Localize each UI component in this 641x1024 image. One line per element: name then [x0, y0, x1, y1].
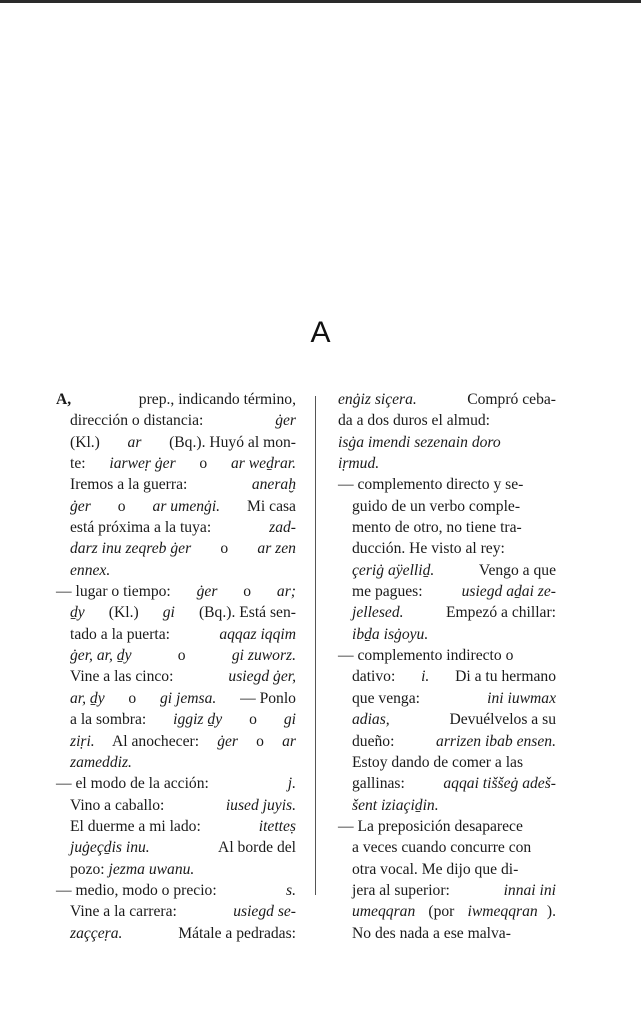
berber-term: iggiz ḏy [173, 711, 223, 729]
berber-term: zameddiz. [70, 753, 132, 771]
berber-term: jellesed. [352, 604, 404, 622]
text-segment: (por [424, 903, 459, 921]
text-line [338, 560, 556, 581]
berber-term: i. [421, 668, 430, 686]
text-line [56, 474, 296, 495]
text-segment: No des nada a ese malva- [352, 924, 511, 942]
text-line [56, 560, 296, 581]
text-segment: a la sombra: [70, 711, 151, 729]
berber-term: aqqai tiššeġ adeš- [443, 775, 556, 793]
text-line [338, 581, 556, 602]
text-segment: dativo: [352, 668, 400, 686]
text-segment: o [216, 540, 233, 558]
text-line [56, 453, 296, 474]
text-line [56, 709, 296, 730]
berber-term: innai ini [503, 881, 556, 899]
text-segment: o [252, 732, 268, 750]
text-segment: Empezó a chillar: [442, 604, 556, 622]
berber-term: zad- [269, 519, 296, 537]
berber-term: gi zuworz. [231, 647, 296, 665]
text-line [56, 538, 296, 559]
berber-term: juġeçḏis inu. [70, 839, 150, 857]
text-segment: tado a la puerta: [70, 625, 174, 643]
berber-term: ini iuwmax [487, 689, 556, 707]
text-line [338, 773, 556, 794]
berber-term: gi [162, 604, 175, 622]
text-segment: te: [70, 455, 90, 473]
berber-term: ar [282, 732, 296, 750]
text-line [338, 880, 556, 901]
berber-term: ġer, ar, ḏy [70, 647, 132, 665]
text-line [338, 432, 556, 453]
text-segment: o [113, 497, 130, 515]
text-line [338, 795, 556, 816]
text-line [338, 688, 556, 709]
berber-term: arrizen ibab ensen. [436, 732, 556, 750]
text-segment: — complemento directo y se- [338, 476, 524, 494]
section-letter-heading: A [310, 316, 331, 349]
left-column [56, 389, 296, 944]
text-line [338, 389, 556, 410]
text-segment: — lugar o tiempo: [56, 583, 175, 601]
text-segment: dirección o distancia: [70, 412, 208, 430]
text-line [338, 624, 556, 645]
text-segment: — Ponlo [236, 689, 296, 707]
text-segment: o [173, 647, 190, 665]
text-line [56, 731, 296, 752]
berber-term: itetteṣ [258, 817, 296, 835]
berber-term: usiegd aḏai ze- [461, 583, 556, 601]
berber-term: zaççeṛa. [70, 924, 123, 942]
text-segment: Vine a las cinco: [70, 668, 178, 686]
text-segment: mento de otro, no tiene tra- [352, 519, 522, 537]
berber-term: umeqqran [352, 903, 416, 921]
text-segment: Vino a caballo: [70, 796, 169, 814]
text-segment: guido de un verbo comple- [352, 497, 521, 515]
text-segment: Mátale a pedradas: [174, 924, 296, 942]
text-line [56, 773, 296, 794]
text-line [338, 923, 556, 944]
berber-term: gi jemsa. [160, 689, 217, 707]
text-line [56, 795, 296, 816]
berber-term: iarweṛ ġer [109, 455, 176, 473]
berber-term: ar weḏrar. [231, 455, 296, 473]
text-segment: (Kl.) [104, 604, 143, 622]
text-line [338, 410, 556, 431]
text-segment: da a dos duros el almud: [338, 412, 491, 430]
text-line [338, 453, 556, 474]
text-segment: o [239, 583, 255, 601]
berber-term: isġa imendi sezenain doro [338, 433, 501, 451]
berber-term: ar, ḏy [70, 689, 105, 707]
text-line [56, 496, 296, 517]
text-line [56, 389, 296, 410]
berber-term: ġer [275, 412, 296, 430]
text-segment: Al anochecer: [108, 732, 203, 750]
text-segment: gallinas: [352, 775, 409, 793]
berber-term: iwmeqqran [467, 903, 538, 921]
berber-term: darz inu zeqreb ġer [70, 540, 192, 558]
text-segment: dueño: [352, 732, 399, 750]
text-segment: (Bq.). Está sen- [195, 604, 296, 622]
text-line [338, 496, 556, 517]
berber-term: šent iziaçiḏin. [352, 796, 439, 814]
text-segment: Al borde del [215, 839, 296, 857]
text-line [56, 517, 296, 538]
berber-term: ziṛi. [70, 732, 95, 750]
text-line [338, 709, 556, 730]
text-segment: o [195, 455, 212, 473]
berber-term: ġer [217, 732, 238, 750]
text-line [338, 901, 556, 922]
right-column [338, 389, 556, 944]
text-segment: me pagues: [352, 583, 427, 601]
text-segment: Vengo a que [475, 561, 556, 579]
text-segment: jera al superior: [352, 881, 454, 899]
text-segment: Compró ceba- [463, 391, 556, 408]
berber-term: aneraḫ [251, 476, 296, 494]
berber-term: ḏy [70, 604, 85, 622]
text-line [56, 432, 296, 453]
page-top-edge [0, 0, 641, 3]
text-segment: Devuélvelos a su [445, 711, 556, 729]
berber-term: adias, [352, 711, 390, 729]
text-line [56, 410, 296, 431]
text-segment: Vine a la carrera: [70, 903, 181, 921]
text-line [338, 645, 556, 666]
text-segment: ducción. He visto al rey: [352, 540, 505, 558]
text-line [338, 474, 556, 495]
text-line [56, 645, 296, 666]
entry-headword: A, [56, 391, 72, 408]
text-line [338, 517, 556, 538]
berber-term: j. [287, 775, 296, 793]
text-segment: Mi casa [243, 497, 296, 515]
berber-term: ġer [70, 497, 91, 515]
text-line [56, 752, 296, 773]
berber-term: usiegd se- [233, 903, 296, 921]
berber-term: ar; [276, 583, 296, 601]
text-line [56, 901, 296, 922]
text-segment: El duerme a mi lado: [70, 817, 205, 835]
berber-term: usiegd ġer, [228, 668, 296, 686]
berber-term: ar [127, 433, 142, 451]
text-line [56, 688, 296, 709]
text-line [338, 816, 556, 837]
text-line [56, 666, 296, 687]
text-line [56, 923, 296, 944]
berber-term: iused juyis. [225, 796, 296, 814]
text-segment: Estoy dando de comer a las [352, 753, 524, 771]
text-line [56, 880, 296, 901]
berber-term: gi [283, 711, 296, 729]
text-line [338, 538, 556, 559]
berber-term: çeriġ aÿelliḏ. [352, 561, 435, 579]
text-line [338, 666, 556, 687]
text-segment: o [245, 711, 261, 729]
text-line [56, 581, 296, 602]
text-segment: — La preposición desaparece [338, 817, 523, 835]
berber-term: jezma uwanu. [108, 860, 195, 878]
text-segment: Di a tu hermano [451, 668, 556, 686]
text-line [56, 859, 296, 880]
text-line [56, 602, 296, 623]
text-segment: — medio, modo o precio: [56, 881, 221, 899]
berber-term: enġiz siçera. [338, 391, 417, 408]
text-segment: Iremos a la guerra: [70, 476, 192, 494]
text-segment: prep., indicando término, [134, 391, 296, 408]
text-segment: — complemento indirecto o [338, 647, 514, 665]
text-line [56, 624, 296, 645]
text-line [56, 837, 296, 858]
berber-term: ar zen [257, 540, 296, 558]
text-segment: (Kl.) [70, 433, 104, 451]
text-line [338, 837, 556, 858]
text-line [338, 602, 556, 623]
text-segment: pozo: [70, 860, 109, 878]
berber-term: ġer [196, 583, 218, 601]
text-segment: que venga: [352, 689, 424, 707]
text-segment: — el modo de la acción: [56, 775, 213, 793]
text-segment: ). [546, 903, 556, 921]
berber-term: ar umenġi. [152, 497, 221, 515]
text-line [56, 816, 296, 837]
berber-term: aqqaz iqqim [219, 625, 296, 643]
text-segment: otra vocal. Me dijo que di- [352, 860, 519, 878]
berber-term: ibḏa isġoyu. [352, 625, 429, 643]
text-line [338, 752, 556, 773]
berber-term: iṛmud. [338, 455, 380, 473]
text-line [338, 731, 556, 752]
berber-term: ennex. [70, 561, 111, 579]
text-segment: (Bq.). Huyó al mon- [165, 433, 296, 451]
text-segment: a veces cuando concurre con [352, 839, 532, 857]
text-segment: o [124, 689, 141, 707]
column-rule [315, 396, 316, 895]
berber-term: s. [286, 881, 296, 899]
text-segment: está próxima a la tuya: [70, 519, 216, 537]
text-line [338, 859, 556, 880]
